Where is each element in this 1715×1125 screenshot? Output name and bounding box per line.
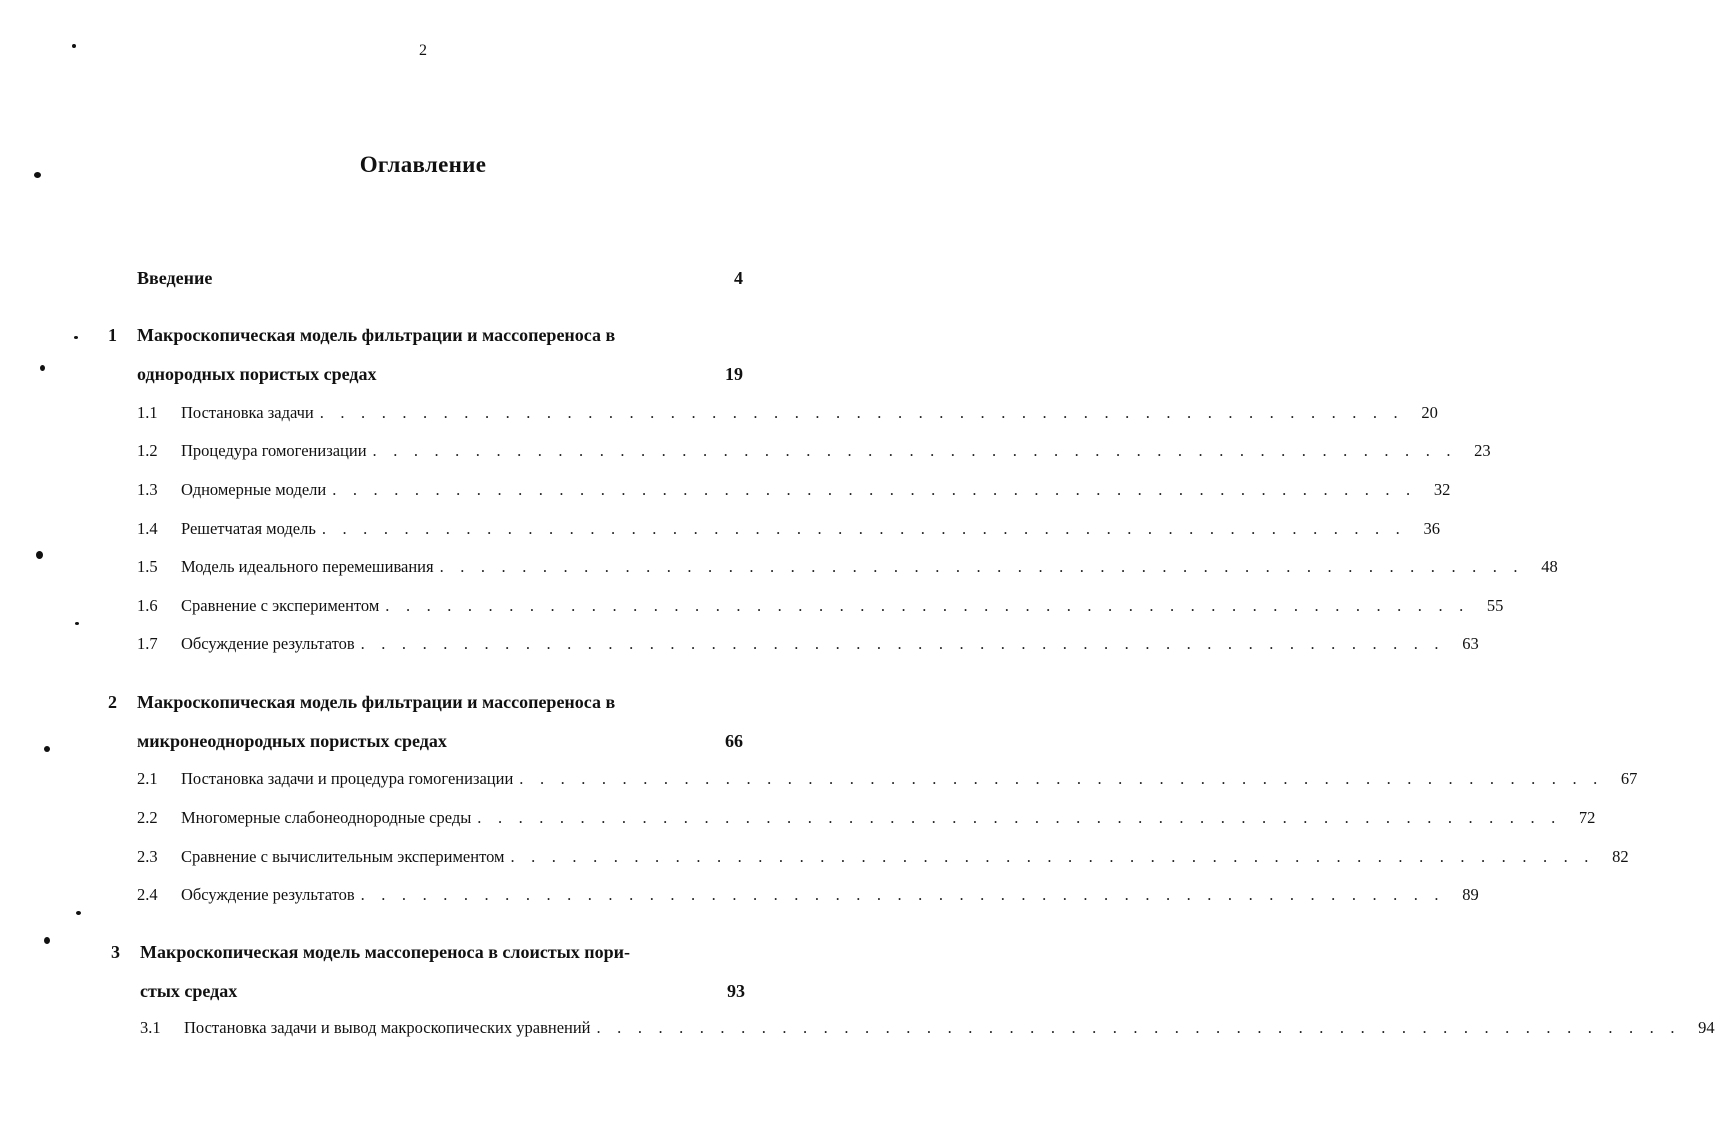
page-title: Оглавление (359, 152, 487, 177)
toc-section-row[interactable] (137, 885, 1479, 907)
chapter-page: 66 (725, 731, 743, 751)
scan-speck (72, 44, 76, 48)
scan-speck (40, 365, 45, 371)
dot-leader: . . . . . . . . . . . . . . . . . . . . . . . . . . . . . . . . . . . . . . . . . . . . . . . . . . . . . (372, 441, 1457, 460)
section-title: Обсуждение результатов (181, 885, 355, 904)
section-page: 94 (1698, 1018, 1715, 1037)
section-page: 72 (1578, 808, 1596, 827)
dot-leader: . . . . . . . . . . . . . . . . . . . . . . . . . . . . . . . . . . . . . . . . . . . . . . . . . . . . . (596, 1018, 1681, 1037)
chapter-title-line2[interactable]: микронеоднородных пористых средах (137, 731, 447, 751)
section-page: 20 (1421, 403, 1438, 422)
toc-section-row[interactable] (137, 596, 1504, 618)
scan-speck (76, 911, 81, 915)
section-number: 2.4 (137, 885, 158, 904)
dot-leader: . . . . . . . . . . . . . . . . . . . . . . . . . . . . . . . . . . . . . . . . . . . . . . . . . . . . . (360, 634, 1445, 653)
section-title: Постановка задачи и вывод макроскопических уравнений (184, 1018, 591, 1037)
section-number: 1.6 (137, 596, 158, 615)
dot-leader: . . . . . . . . . . . . . . . . . . . . . . . . . . . . . . . . . . . . . . . . . . . . . . . . . . . . . (319, 403, 1404, 422)
toc-intro-label[interactable]: Введение (137, 268, 213, 288)
section-number: 3.1 (140, 1018, 161, 1037)
chapter-title-line1[interactable]: Макроскопическая модель фильтрации и массопереноса в (137, 692, 616, 712)
section-number: 1.3 (137, 480, 158, 499)
section-number: 2.3 (137, 847, 158, 866)
chapter-page: 93 (727, 981, 745, 1001)
dot-leader: . . . . . . . . . . . . . . . . . . . . . . . . . . . . . . . . . . . . . . . . . . . . . . . . . . . . . (477, 808, 1562, 827)
chapter-title-line2[interactable]: однородных пористых средах (137, 364, 377, 384)
section-title: Обсуждение результатов (181, 634, 355, 653)
toc-section-row[interactable] (137, 808, 1596, 830)
page-number: 2 (419, 42, 427, 59)
scan-speck (44, 746, 50, 752)
section-page: 32 (1433, 480, 1451, 499)
dot-leader: . . . . . . . . . . . . . . . . . . . . . . . . . . . . . . . . . . . . . . . . . . . . . . . . . . . . . (332, 480, 1417, 499)
section-title: Сравнение с экспериментом (181, 596, 380, 615)
section-title: Одномерные модели (181, 480, 327, 499)
chapter-number: 1 (108, 325, 117, 345)
section-title: Постановка задачи (181, 403, 314, 422)
section-number: 1.7 (137, 634, 158, 653)
scan-speck (74, 336, 78, 339)
toc-section-row[interactable] (137, 557, 1558, 579)
dot-leader: . . . . . . . . . . . . . . . . . . . . . . . . . . . . . . . . . . . . . . . . . . . . . . . . . . . . . (439, 557, 1524, 576)
toc-section-row[interactable] (140, 1018, 1715, 1040)
toc-section-row[interactable] (137, 519, 1440, 541)
scan-speck (36, 551, 43, 559)
toc-section-row[interactable] (137, 480, 1451, 502)
section-number: 2.2 (137, 808, 158, 827)
toc-section-row[interactable] (137, 847, 1629, 869)
toc-section-row[interactable] (137, 769, 1638, 791)
section-title: Модель идеального перемешивания (181, 557, 434, 576)
section-number: 1.4 (137, 519, 158, 538)
chapter-title-line2[interactable]: стых средах (140, 981, 238, 1001)
scan-speck (75, 622, 79, 625)
section-title: Постановка задачи и процедура гомогенизации (181, 769, 514, 788)
scan-speck (44, 937, 50, 944)
section-number: 1.5 (137, 557, 158, 576)
section-page: 89 (1462, 885, 1479, 904)
section-title: Процедура гомогенизации (181, 441, 367, 460)
chapter-page: 19 (725, 364, 743, 384)
toc-section-row[interactable] (137, 634, 1479, 656)
dot-leader: . . . . . . . . . . . . . . . . . . . . . . . . . . . . . . . . . . . . . . . . . . . . . . . . . . . . . (360, 885, 1445, 904)
toc-section-row[interactable] (137, 403, 1438, 425)
section-page: 48 (1541, 557, 1558, 576)
chapter-title-line1[interactable]: Макроскопическая модель массопереноса в слоистых пори- (140, 942, 631, 962)
chapter-number: 2 (108, 692, 117, 712)
section-number: 1.2 (137, 441, 158, 460)
dot-leader: . . . . . . . . . . . . . . . . . . . . . . . . . . . . . . . . . . . . . . . . . . . . . . . . . . . . . (385, 596, 1470, 615)
section-title: Решетчатая модель (181, 519, 316, 538)
section-title: Сравнение с вычислительным экспериментом (181, 847, 505, 866)
section-number: 1.1 (137, 403, 158, 422)
dot-leader: . . . . . . . . . . . . . . . . . . . . . . . . . . . . . . . . . . . . . . . . . . . . . . . . . . . . . (519, 769, 1604, 788)
section-page: 67 (1620, 769, 1638, 788)
toc-section-row[interactable] (137, 441, 1491, 463)
section-page: 63 (1462, 634, 1479, 653)
section-page: 36 (1423, 519, 1440, 538)
toc-intro-page: 4 (734, 268, 743, 288)
dot-leader: . . . . . . . . . . . . . . . . . . . . . . . . . . . . . . . . . . . . . . . . . . . . . . . . . . . . . (321, 519, 1406, 538)
section-number: 2.1 (137, 769, 158, 788)
chapter-title-line1[interactable]: Макроскопическая модель фильтрации и массопереноса в (137, 325, 616, 345)
section-page: 82 (1612, 847, 1629, 866)
section-title: Многомерные слабонеоднородные среды (181, 808, 472, 827)
section-page: 55 (1486, 596, 1504, 615)
chapter-number: 3 (111, 942, 120, 962)
dot-leader: . . . . . . . . . . . . . . . . . . . . . . . . . . . . . . . . . . . . . . . . . . . . . . . . . . . . . (510, 847, 1595, 866)
section-page: 23 (1474, 441, 1491, 460)
scan-speck (34, 172, 41, 178)
